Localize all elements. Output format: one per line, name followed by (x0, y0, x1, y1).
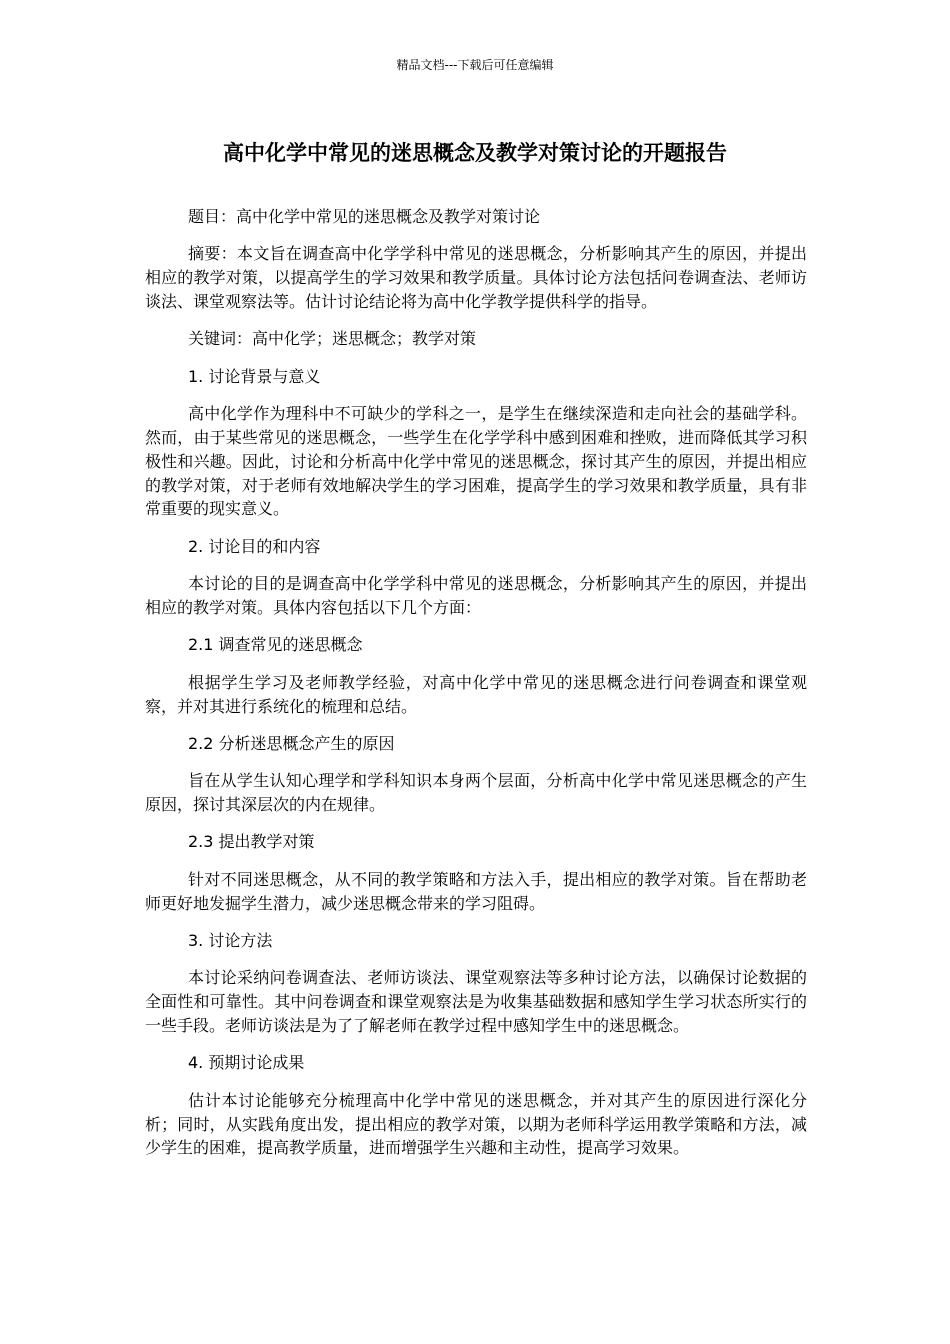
keywords-line: 关键词：高中化学；迷思概念；教学对策 (188, 329, 477, 349)
topic-line: 题目：高中化学中常见的迷思概念及教学对策讨论 (188, 207, 541, 226)
document-body (145, 205, 807, 1174)
body-paragraph: 估计本讨论能够充分梳理高中化学中常见的迷思概念，并对其产生的原因进行深化分析；同时，从实践角度出发，提出相应的教学对策，以期为老师科学运用教学策略和方法，减少学生的困难，提高教学质量，进而增强学生兴趣和主动性，提高学习效果。 (145, 1090, 807, 1158)
subsection-heading: 2.1 调查常见的迷思概念 (188, 635, 363, 655)
page-header: 精品文档---下载后可任意编辑 (396, 58, 554, 72)
body-paragraph: 针对不同迷思概念，从不同的教学策略和方法入手，提出相应的教学对策。旨在帮助老师更好地发掘学生潜力，减少迷思概念带来的学习阻碍。 (145, 869, 807, 913)
subsection-heading: 2.2 分析迷思概念产生的原因 (188, 733, 395, 753)
body-paragraph: 旨在从学生认知心理学和学科知识本身两个层面，分析高中化学中常见迷思概念的产生原因，探讨其深层次的内在规律。 (145, 771, 807, 815)
section-heading: 4. 预期讨论成果 (188, 1053, 305, 1073)
section-heading: 3. 讨论方法 (188, 931, 273, 951)
body-paragraph: 本讨论的目的是调查高中化学学科中常见的迷思概念，分析影响其产生的原因，并提出相应的教学对策。具体内容包括以下几个方面： (145, 574, 807, 617)
abstract-paragraph: 摘要：本文旨在调查高中化学学科中常见的迷思概念，分析影响其产生的原因，并提出相应的教学对策，以提高学生的学习效果和教学质量。具体讨论方法包括问卷调查法、老师访谈法、课堂观察法等。估计讨论结论将为高中化学教学提供科学的指导。 (145, 244, 807, 311)
document-title: 高中化学中常见的迷思概念及教学对策讨论的开题报告 (223, 141, 727, 165)
body-paragraph: 本讨论采纳问卷调查法、老师访谈法、课堂观察法等多种讨论方法，以确保讨论数据的全面性和可靠性。其中问卷调查和课堂观察法是为收集基础数据和感知学生学习状态所实行的一些手段。老师访谈法是为了了解老师在教学过程中感知学生中的迷思概念。 (145, 968, 807, 1036)
section-heading: 2. 讨论目的和内容 (188, 536, 321, 556)
body-paragraph: 高中化学作为理科中不可缺少的学科之一，是学生在继续深造和走向社会的基础学科。然而，由于某些常见的迷思概念，一些学生在化学学科中感到困难和挫败，进而降低其学习积极性和兴趣。因此，讨论和分析高中化学中常见的迷思概念，探讨其产生的原因，并提出相应的教学对策，对于老师有效地解决学生的学习困难，提高学生的学习效果和教学质量，具有非常重要的现实意义。 (145, 404, 807, 519)
subsection-heading: 2.3 提出教学对策 (188, 832, 315, 852)
section-heading: 1. 讨论背景与意义 (188, 366, 321, 386)
body-paragraph: 根据学生学习及老师教学经验，对高中化学中常见的迷思概念进行问卷调查和课堂观察，并对其进行系统化的梳理和总结。 (145, 672, 807, 716)
